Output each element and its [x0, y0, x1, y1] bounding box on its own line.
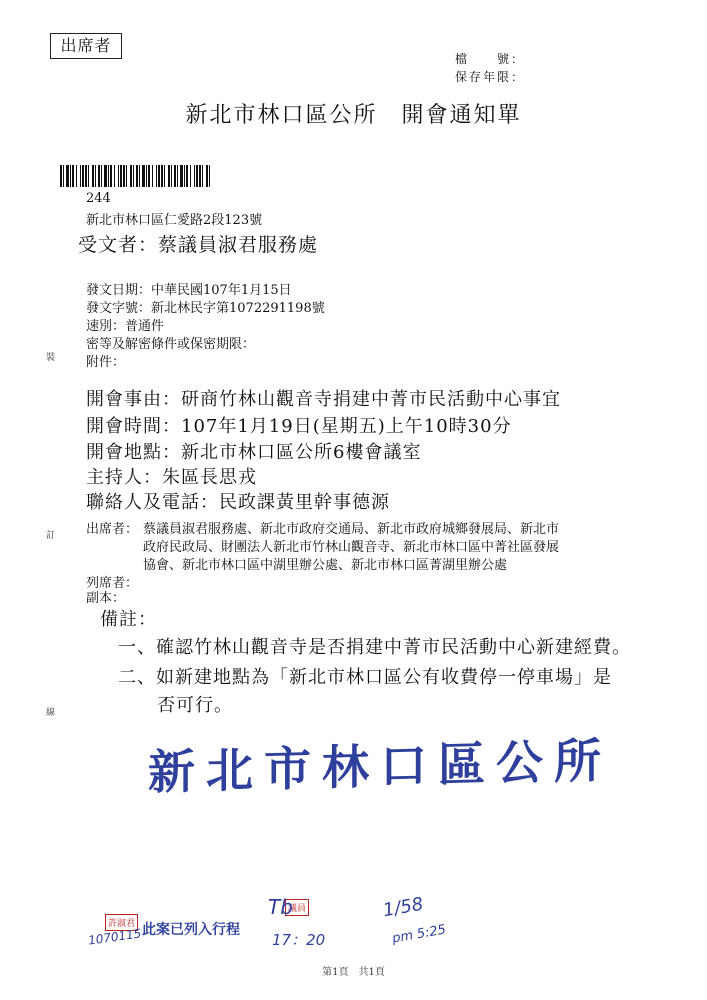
dispatch-number: 發文字號：新北林民字第1072291198號 [86, 301, 325, 316]
retention-label: 保存年限： [455, 70, 526, 84]
postcode: 244 [86, 191, 111, 206]
file-number-label: 檔 號： [455, 52, 526, 66]
attendees-line-1: 蔡議員淑君服務處、新北市政府交通局、新北市政府城鄉發展局、新北市 [143, 522, 560, 537]
binding-mark-top: 裝 [46, 353, 56, 363]
dispatch-date: 發文日期：中華民國107年1月15日 [86, 283, 292, 298]
remarks-label: 備註： [100, 609, 157, 630]
attendees-line-2: 政府民政局、財團法人新北市竹林山觀音寺、新北市林口區中菁社區發展 [143, 540, 560, 555]
handwritten-time: 17：20 [272, 931, 326, 949]
attendees-label: 出席者： [86, 522, 139, 537]
meeting-place: 開會地點：新北市林口區公所6樓會議室 [86, 442, 422, 463]
document-title: 新北市林口區公所 開會通知單 [185, 103, 522, 128]
attendee-badge: 出席者 [50, 33, 122, 59]
secrecy-terms: 密等及解密條件或保密期限： [86, 337, 256, 352]
observers-label: 列席者： [86, 576, 139, 591]
binding-mark-bottom: 線 [46, 708, 56, 718]
handwritten-note-b: pm 5:25 [391, 922, 448, 947]
remark-item-1: 一、確認竹林山觀音寺是否捐建中菁市民活動中心新建經費。 [118, 637, 631, 658]
red-name-stamp: 許淑君 [105, 914, 138, 931]
sender-address: 新北市林口區仁愛路2段123號 [86, 213, 263, 228]
meeting-subject: 開會事由：研商竹林山觀音寺捐建中菁市民活動中心事宜 [86, 389, 561, 410]
handwritten-mark: Tb [268, 895, 293, 919]
handwritten-note-a: 1/58 [381, 893, 425, 922]
copy-label: 副本： [86, 591, 126, 606]
office-seal: 新北市林口區公所 [148, 733, 612, 801]
attachments: 附件： [86, 355, 126, 370]
attendees-line-3: 協會、新北市林口區中湖里辦公處、新北市林口區菁湖里辦公處 [143, 558, 508, 573]
dispatch-speed: 速別：普通件 [86, 319, 165, 334]
binding-mark-middle: 訂 [46, 531, 56, 541]
meeting-contact: 聯絡人及電話：民政課黃里幹事德源 [86, 492, 390, 513]
recipient: 受文者：蔡議員淑君服務處 [78, 234, 319, 256]
scheduled-note: 此案已列入行程 [142, 922, 240, 938]
handwritten-date: 1070115 [87, 926, 143, 948]
meeting-time: 開會時間：107年1月19日(星期五)上午10時30分 [86, 416, 512, 437]
remark-item-2: 二、如新建地點為「新北市林口區公有收費停一停車場」是 [118, 667, 612, 688]
barcode [60, 165, 210, 187]
meeting-host: 主持人：朱區長思戎 [86, 467, 257, 488]
red-office-stamp: 議員 [285, 899, 309, 916]
remark-item-2-cont: 否可行。 [157, 695, 233, 716]
page-footer: 第1頁 共1頁 [322, 967, 385, 978]
